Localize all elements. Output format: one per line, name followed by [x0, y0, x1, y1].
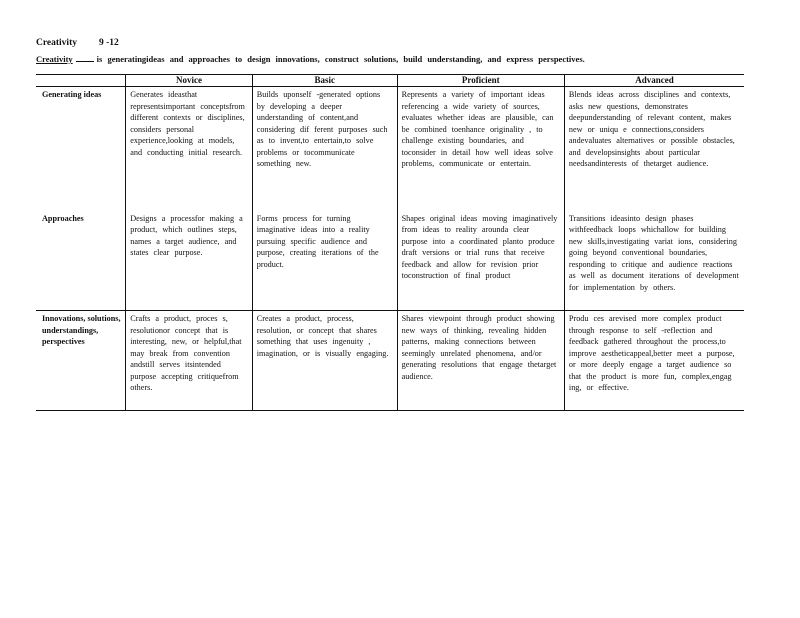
cell-advanced: Blends ideas across disciplines and contexts, asks new questions, demonstrates deepunderstanding of relevant content, makes new or uniqu e connections,considers andevaluates alternatives or possible obstacles, and developsinsights about particular needsandinterests of thetarget audience. — [564, 87, 744, 211]
definition-text: is generatingideas and approaches to design innovations, construct solutions, build understanding, and express perspectives. — [96, 54, 585, 64]
cell-novice: Crafts a product, proces s, resolutionor concept that is interesting, new, or helpful,that may break from convention andstill serves itsintended purpose accepting critiquefrom others. — [126, 311, 253, 411]
cell-novice: Designs a processfor making a product, which outlines steps, names a target audience, and states clear purpose. — [126, 211, 253, 311]
rubric-page — [36, 38, 744, 411]
underline-blank — [76, 61, 94, 62]
header-advanced: Advanced — [564, 75, 744, 87]
page-title — [36, 38, 744, 52]
header-proficient: Proficient — [397, 75, 564, 87]
header-novice: Novice — [126, 75, 253, 87]
grade-range: 9 -12 — [98, 38, 119, 48]
cell-basic: Creates a product, process, resolution, or concept that shares something that uses ingenuity , imagination, or is visually engaging. — [252, 311, 397, 411]
criterion-innovations: Innovations, solutions, understandings, perspectives — [36, 311, 126, 411]
criterion-approaches: Approaches — [42, 213, 84, 223]
title-text: Creativity — [36, 38, 77, 48]
criterion-generating-ideas: Generating ideas — [42, 90, 102, 99]
table-row — [36, 211, 744, 311]
cell-novice: Generates ideasthat representsimportant conceptsfrom different contexts or disciplines, considers personal experience,looking at models, and conducting initial research. — [126, 87, 253, 211]
header-row — [36, 75, 744, 87]
cell-advanced: Produ ces arevised more complex product through response to self -reflection and feedback gathered throughout the process,to improve aestheticappeal,better meet a purpose, or more deeply engage a target audience so that the product is more fun, complex,engag ing, or effective. — [564, 311, 744, 411]
definition-line — [36, 52, 744, 74]
cell-proficient: Shapes original ideas moving imaginatively from ideas to reality arounda clear purpose into a coordinated planto produce draft versions or trial runs that receive feedback and allow for revision prior toconstruction of final product — [397, 211, 564, 311]
header-basic: Basic — [252, 75, 397, 87]
table-row — [36, 87, 744, 211]
table-row — [36, 311, 744, 411]
cell-proficient: Represents a variety of important ideas referencing a wide variety of sources, evaluates whether ideas are plausible, can be combined toenhance originality , to challenge existing boundaries, and toconsider in detail how well ideas solve problems, communicate or entertain. — [397, 87, 564, 211]
rubric-table — [36, 74, 744, 411]
header-corner — [36, 75, 126, 87]
definition-term: Creativity — [36, 54, 73, 64]
cell-advanced: Transitions ideasinto design phases withfeedback loops whichallow for building new skills,investigating variat ions, considering going beyond conventional boundaries, responding to critique and audience reactions as well as document iterations of development for implementation by others. — [564, 211, 744, 311]
cell-basic: Forms process for turning imaginative ideas into a reality pursuing specific audience and purpose, creating iterations of the product. — [252, 211, 397, 311]
cell-proficient: Shares viewpoint through product showing new ways of thinking, revealing hidden patterns, making connections between seemingly unrelated phenomena, and/or generating resolutions that engage thetarget audience. — [397, 311, 564, 411]
cell-basic: Builds uponself -generated options by developing a deeper understanding of content,and considering dif ferent purposes such as to invent,to entertain,to solve problems or tocommunicate something new. — [252, 87, 397, 211]
